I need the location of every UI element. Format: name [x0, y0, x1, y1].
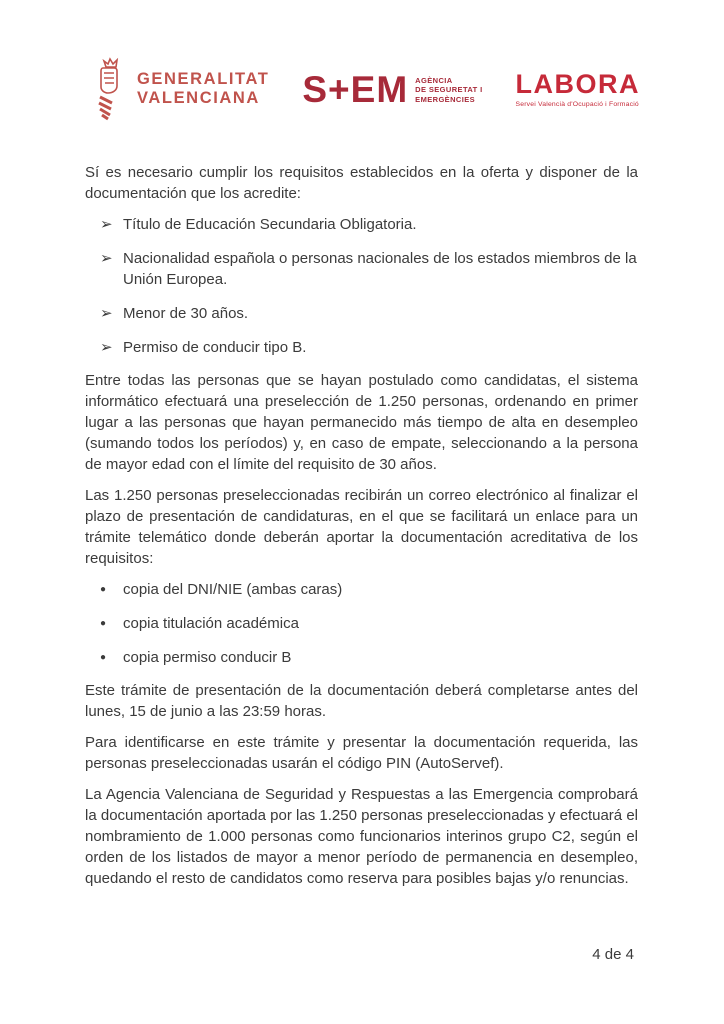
requirements-list [85, 214, 638, 358]
gva-logo-line2: VALENCIANA [137, 89, 260, 107]
paragraph-requirements-intro: Sí es necesario cumplir los requisitos establecidos en la oferta y disponer de la documentación que los acredite: [85, 164, 638, 202]
gva-coat-of-arms-icon [92, 57, 128, 121]
labora-logo-tagline: Servei Valencià d'Ocupació i Formació [515, 100, 639, 108]
sem-tagline-line3: EMERGÈNCIES [415, 94, 475, 104]
page-number: 4 de 4 [592, 946, 634, 963]
requirement-text: Nacionalidad española o personas nacionales de los estados miembros de la Unión Europea. [123, 250, 637, 288]
paragraph-verification: La Agencia Valenciana de Seguridad y Respuestas a las Emergencia comprobará la documentación aportada por las 1.250 personas preseleccionadas y efectuará el nombramiento de 1.000 personas como funcionarios interinos grupo C2, según el orden de los listados de mayor a menor período de permanencia en desempleo, quedando el resto de candidatos como reserva para posibles bajas y/o renuncias. [85, 786, 638, 887]
list-item [85, 613, 638, 634]
arrow-bullet-icon: ➢ [100, 216, 113, 233]
requirement-text: Permiso de conducir tipo B. [123, 339, 307, 356]
arrow-bullet-icon: ➢ [100, 339, 113, 356]
document-text: copia permiso conducir B [123, 649, 292, 666]
sem-tagline-line1: AGÈNCIA [415, 75, 453, 85]
paragraph-preselection: Entre todas las personas que se hayan postulado como candidatas, el sistema informático efectuará una preselección de 1.250 personas, ordenando en primer lugar a las personas que hayan permanecido más tiempo de alta en desempleo (sumando todos los períodos) y, en caso de empate, seleccionando a la persona de mayor edad con el límite del requisito de 30 años. [85, 372, 638, 473]
generalitat-valenciana-logo [92, 57, 269, 121]
list-item [85, 214, 638, 235]
paragraph-email-notice: Las 1.250 personas preseleccionadas recibirán un correo electrónico al finalizar el plazo de presentación de candidaturas, en el que se facilitará un enlace para un trámite telemático donde deberán aportar la documentación acreditativa de los requisitos: [85, 487, 638, 567]
documents-list [85, 579, 638, 668]
document-header [92, 52, 640, 126]
list-item [85, 647, 638, 668]
gva-logo-text [137, 70, 269, 108]
gva-logo-line1: GENERALITAT [137, 70, 270, 88]
sem-logo-acronym: S+EM [302, 68, 409, 110]
arrow-bullet-icon: ➢ [100, 250, 113, 267]
sem-logo-tagline [415, 76, 482, 105]
document-text: copia titulación académica [123, 615, 299, 632]
list-item [85, 248, 638, 290]
sem-tagline-line2: DE SEGURETAT I [415, 85, 483, 95]
requirement-text: Menor de 30 años. [123, 305, 249, 322]
dot-bullet-icon: ● [100, 618, 107, 629]
paragraph-deadline: Este trámite de presentación de la documentación deberá completarse antes del lunes, 15 de junio a las 23:59 horas. [85, 682, 638, 720]
dot-bullet-icon: ● [100, 584, 107, 595]
document-body [85, 162, 638, 899]
requirement-text: Título de Educación Secundaria Obligatoria. [123, 216, 417, 233]
list-item [85, 337, 638, 358]
dot-bullet-icon: ● [100, 652, 107, 663]
labora-logo-name: LABORA [515, 68, 640, 99]
list-item [85, 579, 638, 600]
paragraph-pin-code: Para identificarse en este trámite y presentar la documentación requerida, las personas preseleccionadas usarán el código PIN (AutoServef). [85, 734, 638, 772]
document-text: copia del DNI/NIE (ambas caras) [123, 581, 343, 598]
arrow-bullet-icon: ➢ [100, 305, 113, 322]
list-item [85, 303, 638, 324]
sem-agency-logo [302, 68, 483, 110]
labora-logo [515, 68, 640, 108]
